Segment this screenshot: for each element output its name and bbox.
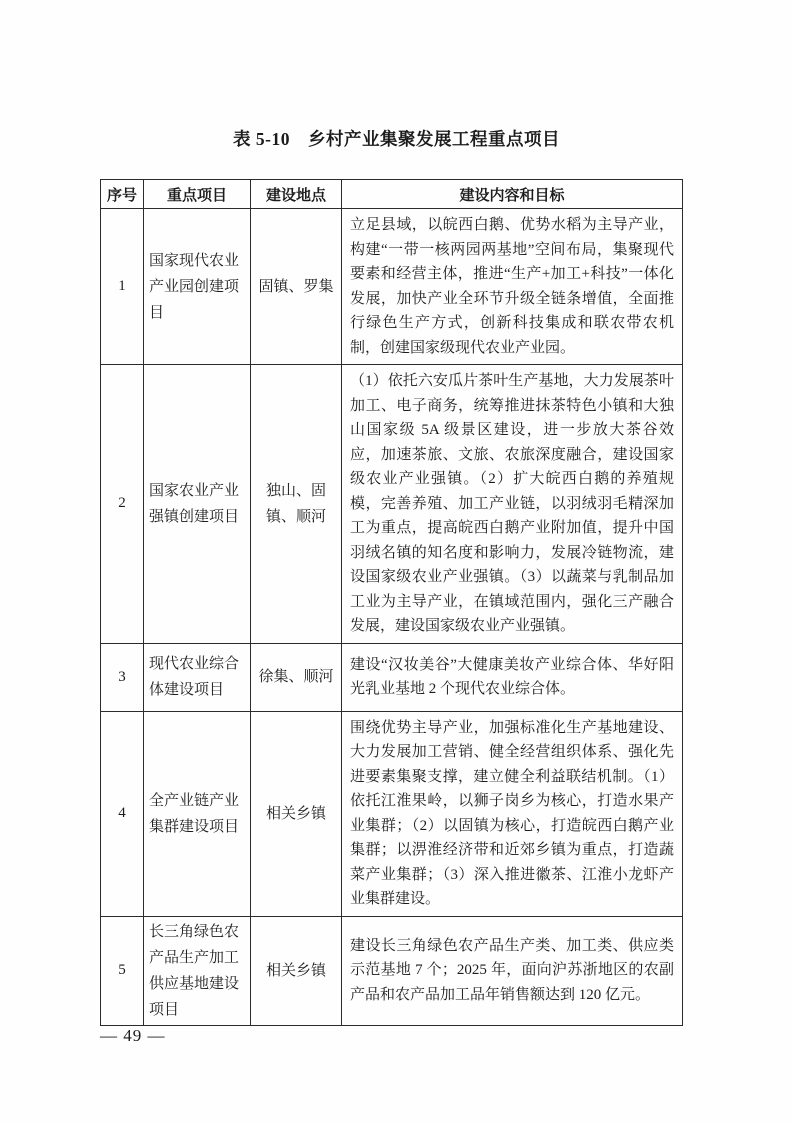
table-row xyxy=(101,711,683,916)
location-cell: 固镇、罗集 xyxy=(251,209,342,365)
location-cell: 相关乡镇 xyxy=(251,711,342,916)
row-number-cell: 1 xyxy=(101,209,144,365)
content-cell: 建设长三角绿色农产品生产类、加工类、供应类示范基地 7 个；2025 年，面向沪苏浙地区的农副产品和农产品加工品年销售额达到 120 亿元。 xyxy=(342,916,683,1025)
project-name-cell: 国家农业产业强镇创建项目 xyxy=(144,365,251,644)
table-row xyxy=(101,209,683,365)
row-number-cell: 3 xyxy=(101,643,144,711)
project-name-cell: 长三角绿色农产品生产加工供应基地建设项目 xyxy=(144,916,251,1025)
location-cell: 相关乡镇 xyxy=(251,916,342,1025)
location-cell: 徐集、顺河 xyxy=(251,643,342,711)
content-cell: （1）依托六安瓜片茶叶生产基地，大力发展茶叶加工、电子商务，统筹推进抹茶特色小镇和大独山国家级 5A 级景区建设，进一步放大茶谷效应，加速茶旅、文旅、农旅深度融合，建设国家级农业产业强镇。（2）扩大皖西白鹅的养殖规模，完善养殖、加工产业链，以羽绒羽毛精深加工为重点，提高皖西白鹅产业附加值，提升中国羽绒名镇的知名度和影响力，发展冷链物流，建设国家级农业产业强镇。（3）以蔬菜与乳制品加工业为主导产业，在镇域范围内，强化三产融合发展，建设国家级农业产业强镇。 xyxy=(342,365,683,644)
table-header-row xyxy=(101,180,683,209)
table-row xyxy=(101,916,683,1025)
content-cell: 围绕优势主导产业，加强标准化生产基地建设、大力发展加工营销、健全经营组织体系、强化先进要素集聚支撑，建立健全利益联结机制。（1）依托江淮果岭，以狮子岗乡为核心，打造水果产业集群；（2）以固镇为核心，打造皖西白鹅产业集群；以淠淮经济带和近郊乡镇为重点，打造蔬菜产业集群；（3）深入推进徽茶、江淮小龙虾产业集群建设。 xyxy=(342,711,683,916)
projects-table xyxy=(100,179,683,1026)
header-no: 序号 xyxy=(101,180,144,209)
row-number-cell: 4 xyxy=(101,711,144,916)
row-number-cell: 2 xyxy=(101,365,144,644)
table-row xyxy=(101,365,683,644)
content-cell: 立足县域，以皖西白鹅、优势水稻为主导产业，构建“一带一核两园两基地”空间布局，集聚现代要素和经营主体，推进“生产+加工+科技”一体化发展，加快产业全环节升级全链条增值，全面推行绿色生产方式，创新科技集成和联农带农机制，创建国家级现代农业产业园。 xyxy=(342,209,683,365)
location-cell: 独山、固镇、顺河 xyxy=(251,365,342,644)
project-name-cell: 现代农业综合体建设项目 xyxy=(144,643,251,711)
header-location: 建设地点 xyxy=(251,180,342,209)
table-title: 表 5-10 乡村产业集聚发展工程重点项目 xyxy=(233,129,560,149)
content-cell: 建设“汉妆美谷”大健康美妆产业综合体、华好阳光乳业基地 2 个现代农业综合体。 xyxy=(342,643,683,711)
project-name-cell: 全产业链产业集群建设项目 xyxy=(144,711,251,916)
table-row xyxy=(101,643,683,711)
project-name-cell: 国家现代农业产业园创建项目 xyxy=(144,209,251,365)
header-content: 建设内容和目标 xyxy=(342,180,683,209)
row-number-cell: 5 xyxy=(101,916,144,1025)
page-number: — 49 — xyxy=(100,1026,166,1045)
header-project: 重点项目 xyxy=(144,180,251,209)
